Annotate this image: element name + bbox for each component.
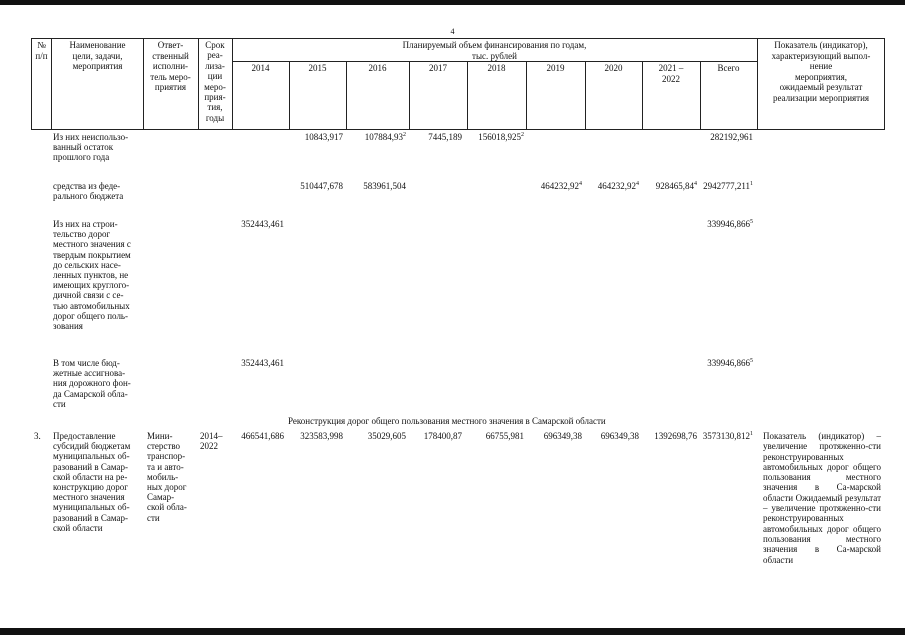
value-text: 178400,87 xyxy=(423,431,462,441)
value-cell xyxy=(683,132,753,143)
value-text: 466541,686 xyxy=(241,431,284,441)
value-text: 282192,961 xyxy=(710,132,753,142)
footnote-mark: 4 xyxy=(636,181,639,187)
page-number: 4 xyxy=(450,27,455,36)
row-2-name: средства из феде- рального бюджета xyxy=(53,181,124,202)
item-3-responsible: Мини- стерство транспор- та и авто- мобиль- ных дорог Самар- ской обла- сти xyxy=(147,431,187,523)
header-num: № п/п xyxy=(35,40,48,61)
footnote-mark: 5 xyxy=(750,219,753,225)
footnote-mark: 1 xyxy=(750,431,753,437)
header-indicator: Показатель (индикатор), характеризующий выпол- нение мероприятия, ожидаемый результат реализации мероприятия xyxy=(771,40,871,103)
value-text: 107884,93 xyxy=(364,132,403,142)
header-term: Срок реа- лиза- ции меро- прия- тия, годы xyxy=(204,40,226,123)
value-cell xyxy=(683,431,753,442)
value-cell xyxy=(683,358,753,369)
header-responsible: Ответ- ственный исполни- тель меро- приятия xyxy=(150,40,191,93)
value-cell xyxy=(336,181,406,192)
footnote-mark: 5 xyxy=(750,358,753,364)
year-2016: 2016 xyxy=(368,63,387,73)
value-text: 3573130,812 xyxy=(702,431,750,441)
year-2018: 2018 xyxy=(487,63,506,73)
item-3-term: 2014– 2022 xyxy=(200,431,223,452)
value-text: 10843,917 xyxy=(304,132,343,142)
footnote-mark: 1 xyxy=(750,181,753,187)
bottom-border xyxy=(0,628,905,635)
year-2017: 2017 xyxy=(429,63,447,73)
year-2021-2022: 2021 – 2022 xyxy=(658,63,684,84)
value-text: 66755,981 xyxy=(485,431,524,441)
value-cell xyxy=(392,431,462,442)
year-total: Всего xyxy=(717,63,740,73)
value-text: 696349,38 xyxy=(600,431,639,441)
year-2019: 2019 xyxy=(546,63,565,73)
value-text: 352443,461 xyxy=(241,219,284,229)
header-name: Наименование цели, задачи, мероприятия xyxy=(69,40,126,72)
value-text: 7445,189 xyxy=(428,132,462,142)
footnote-mark: 2 xyxy=(403,132,406,138)
value-cell xyxy=(214,219,284,230)
footnote-mark: 2 xyxy=(521,132,524,138)
value-text: 339946,866 xyxy=(707,219,750,229)
year-2015: 2015 xyxy=(308,63,327,73)
value-cell xyxy=(273,431,343,442)
header-plan: Планируемый объем финансирования по годам, тыс. рублей xyxy=(402,40,587,61)
value-cell xyxy=(392,132,462,143)
value-text: 696349,38 xyxy=(543,431,582,441)
value-text: 464232,92 xyxy=(597,181,636,191)
value-text: 156018,925 xyxy=(478,132,521,142)
value-cell xyxy=(214,358,284,369)
value-cell xyxy=(273,181,343,192)
section-title: Реконструкция дорог общего пользования местного значения в Самарской области xyxy=(288,416,606,426)
value-text: 510447,678 xyxy=(300,181,343,191)
item-3-number: 3. xyxy=(34,431,41,441)
value-text: 339946,866 xyxy=(707,358,750,368)
value-text: 464232,92 xyxy=(540,181,579,191)
value-text: 35029,605 xyxy=(367,431,406,441)
value-text: 928465,84 xyxy=(655,181,694,191)
year-2020: 2020 xyxy=(604,63,623,73)
value-cell xyxy=(683,219,753,230)
row-1-name: Из них неиспользо- ванный остаток прошлого года xyxy=(53,132,129,163)
item-3-indicator: Показатель (индикатор) – увеличение протяженно-сти реконструированных автомобильных дорог общего пользования местного значения в Са-марской области Ожидаемый результат – увеличение протяженно-сти реконструированных автомобильных дорог общего пользования местного значения в Са-марской области xyxy=(763,431,881,565)
value-text: 2942777,211 xyxy=(703,181,750,191)
row-3-name: Из них на строи- тельство дорог местного значения с твердым покрытием до сельских насе- ленных пунктов, не имеющих круглого- дичной связи с се- тью автомобильных дорог общего поль- зования xyxy=(53,219,131,332)
value-cell xyxy=(454,132,524,143)
row-4-name: В том числе бюд- жетные ассигнова- ния дорожного фон- да Самарской обла- сти xyxy=(53,358,131,409)
footnote-mark: 4 xyxy=(579,181,582,187)
value-cell xyxy=(273,132,343,143)
value-text: 583961,504 xyxy=(363,181,406,191)
value-text: 1392698,76 xyxy=(654,431,697,441)
item-3-name: Предоставление субсидий бюджетам муниципальных об- разований в Самар- ской области на ре- конструкцию дорог местного значения муниципальных об- разований в Самар- ской области xyxy=(53,431,131,533)
year-2014: 2014 xyxy=(251,63,270,73)
footnote-mark: 4 xyxy=(694,181,697,187)
value-cell xyxy=(683,181,753,192)
top-border xyxy=(0,0,905,5)
value-text: 352443,461 xyxy=(241,358,284,368)
value-text: 323583,998 xyxy=(300,431,343,441)
